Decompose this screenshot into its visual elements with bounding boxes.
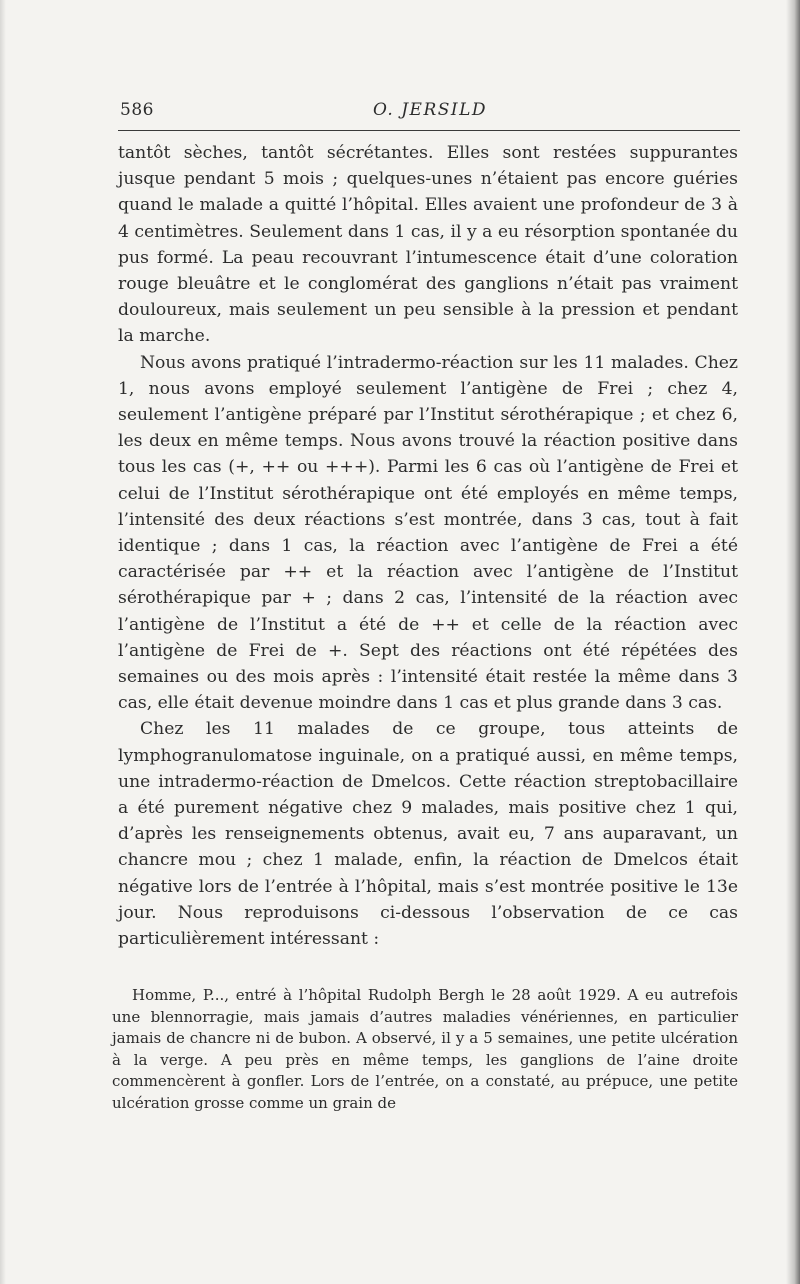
paragraph-intradermo-reaction: Nous avons pratiqué l’intradermo-réaction sur les 11 malades. Chez 1, nous avons employé seulement l’antigène de Frei ; chez 4, seulement l’antigène préparé par l’Institut sérothérapique ; et chez 6, les deux en même temps. Nous avons trouvé la réaction positive dans tous les cas (+, ++ ou +++). Parmi les 6 cas où l’antigène de Frei et celui de l’Institut sérothérapique ont été employés en même temps, l’intensité des deux réactions s’est montrée, dans 3 cas, tout à fait identique ; dans 1 cas, la réaction avec l’antigène de Frei a été caractérisée par ++ et la réaction avec l’antigène de l’Institut sérothérapique par + ; dans 2 cas, l’intensité de la réaction avec l’antigène de l’Institut a été de ++ et celle de la réaction avec l’antigène de Frei de +. Sept des réactions ont été répétées des semaines ou des mois après : l’intensité était restée la même dans 3 cas, elle était devenue moindre dans 1 cas et plus grande dans 3 cas. xyxy=(118,352,738,714)
page-header xyxy=(120,100,740,124)
case-observation xyxy=(112,985,738,1115)
observation-text: Homme, P..., entré à l’hôpital Rudolph Bergh le 28 août 1929. A eu autrefois une blennorragie, mais jamais d’autres maladies vénériennes, en particulier jamais de chancre ni de bubon. A observé, il y a 5 semaines, une petite ulcération à la verge. A peu près en même temps, les ganglions de l’aine droite commencèrent à gonfler. Lors de l’entrée, on a constaté, au prépuce, une petite ulcération grosse comme un grain de xyxy=(112,986,738,1112)
page-edge-shadow-left xyxy=(0,0,6,1284)
paragraph-continuation: tantôt sèches, tantôt sécrétantes. Elles sont restées suppurantes jusque pendant 5 mois ; quelques-unes n’étaient pas encore guéries quand le malade a quitté l’hôpital. Elles avaient une profondeur de 3 à 4 centimètres. Seulement dans 1 cas, il y a eu résorption spontanée du pus formé. La peau recouvrant l’intumescence était d’une coloration rouge bleuâtre et le conglomérat des ganglions n’était pas vraiment douloureux, mais seulement un peu sensible à la pression et pendant la marche. xyxy=(118,143,738,347)
header-rule xyxy=(118,130,740,131)
paragraph-dmelcos: Chez les 11 malades de ce groupe, tous atteints de lymphogranulomatose inguinale, on a pratiqué aussi, en même temps, une intradermo-réaction de Dmelcos. Cette réaction streptobacillaire a été purement négative chez 9 malades, mais positive chez 1 qui, d’après les renseignements obtenus, avait eu, 7 ans auparavant, un chancre mou ; chez 1 malade, enfin, la réaction de Dmelcos était négative lors de l’entrée à l’hôpital, mais s’est montrée positive le 13e jour. Nous reproduisons ci-dessous l’observation de ce cas particulièrement intéressant : xyxy=(118,719,738,950)
page-number: 586 xyxy=(120,100,154,120)
running-head: O. JERSILD xyxy=(372,100,488,120)
page-edge-shadow-right xyxy=(786,0,800,1284)
body-text xyxy=(118,140,738,952)
